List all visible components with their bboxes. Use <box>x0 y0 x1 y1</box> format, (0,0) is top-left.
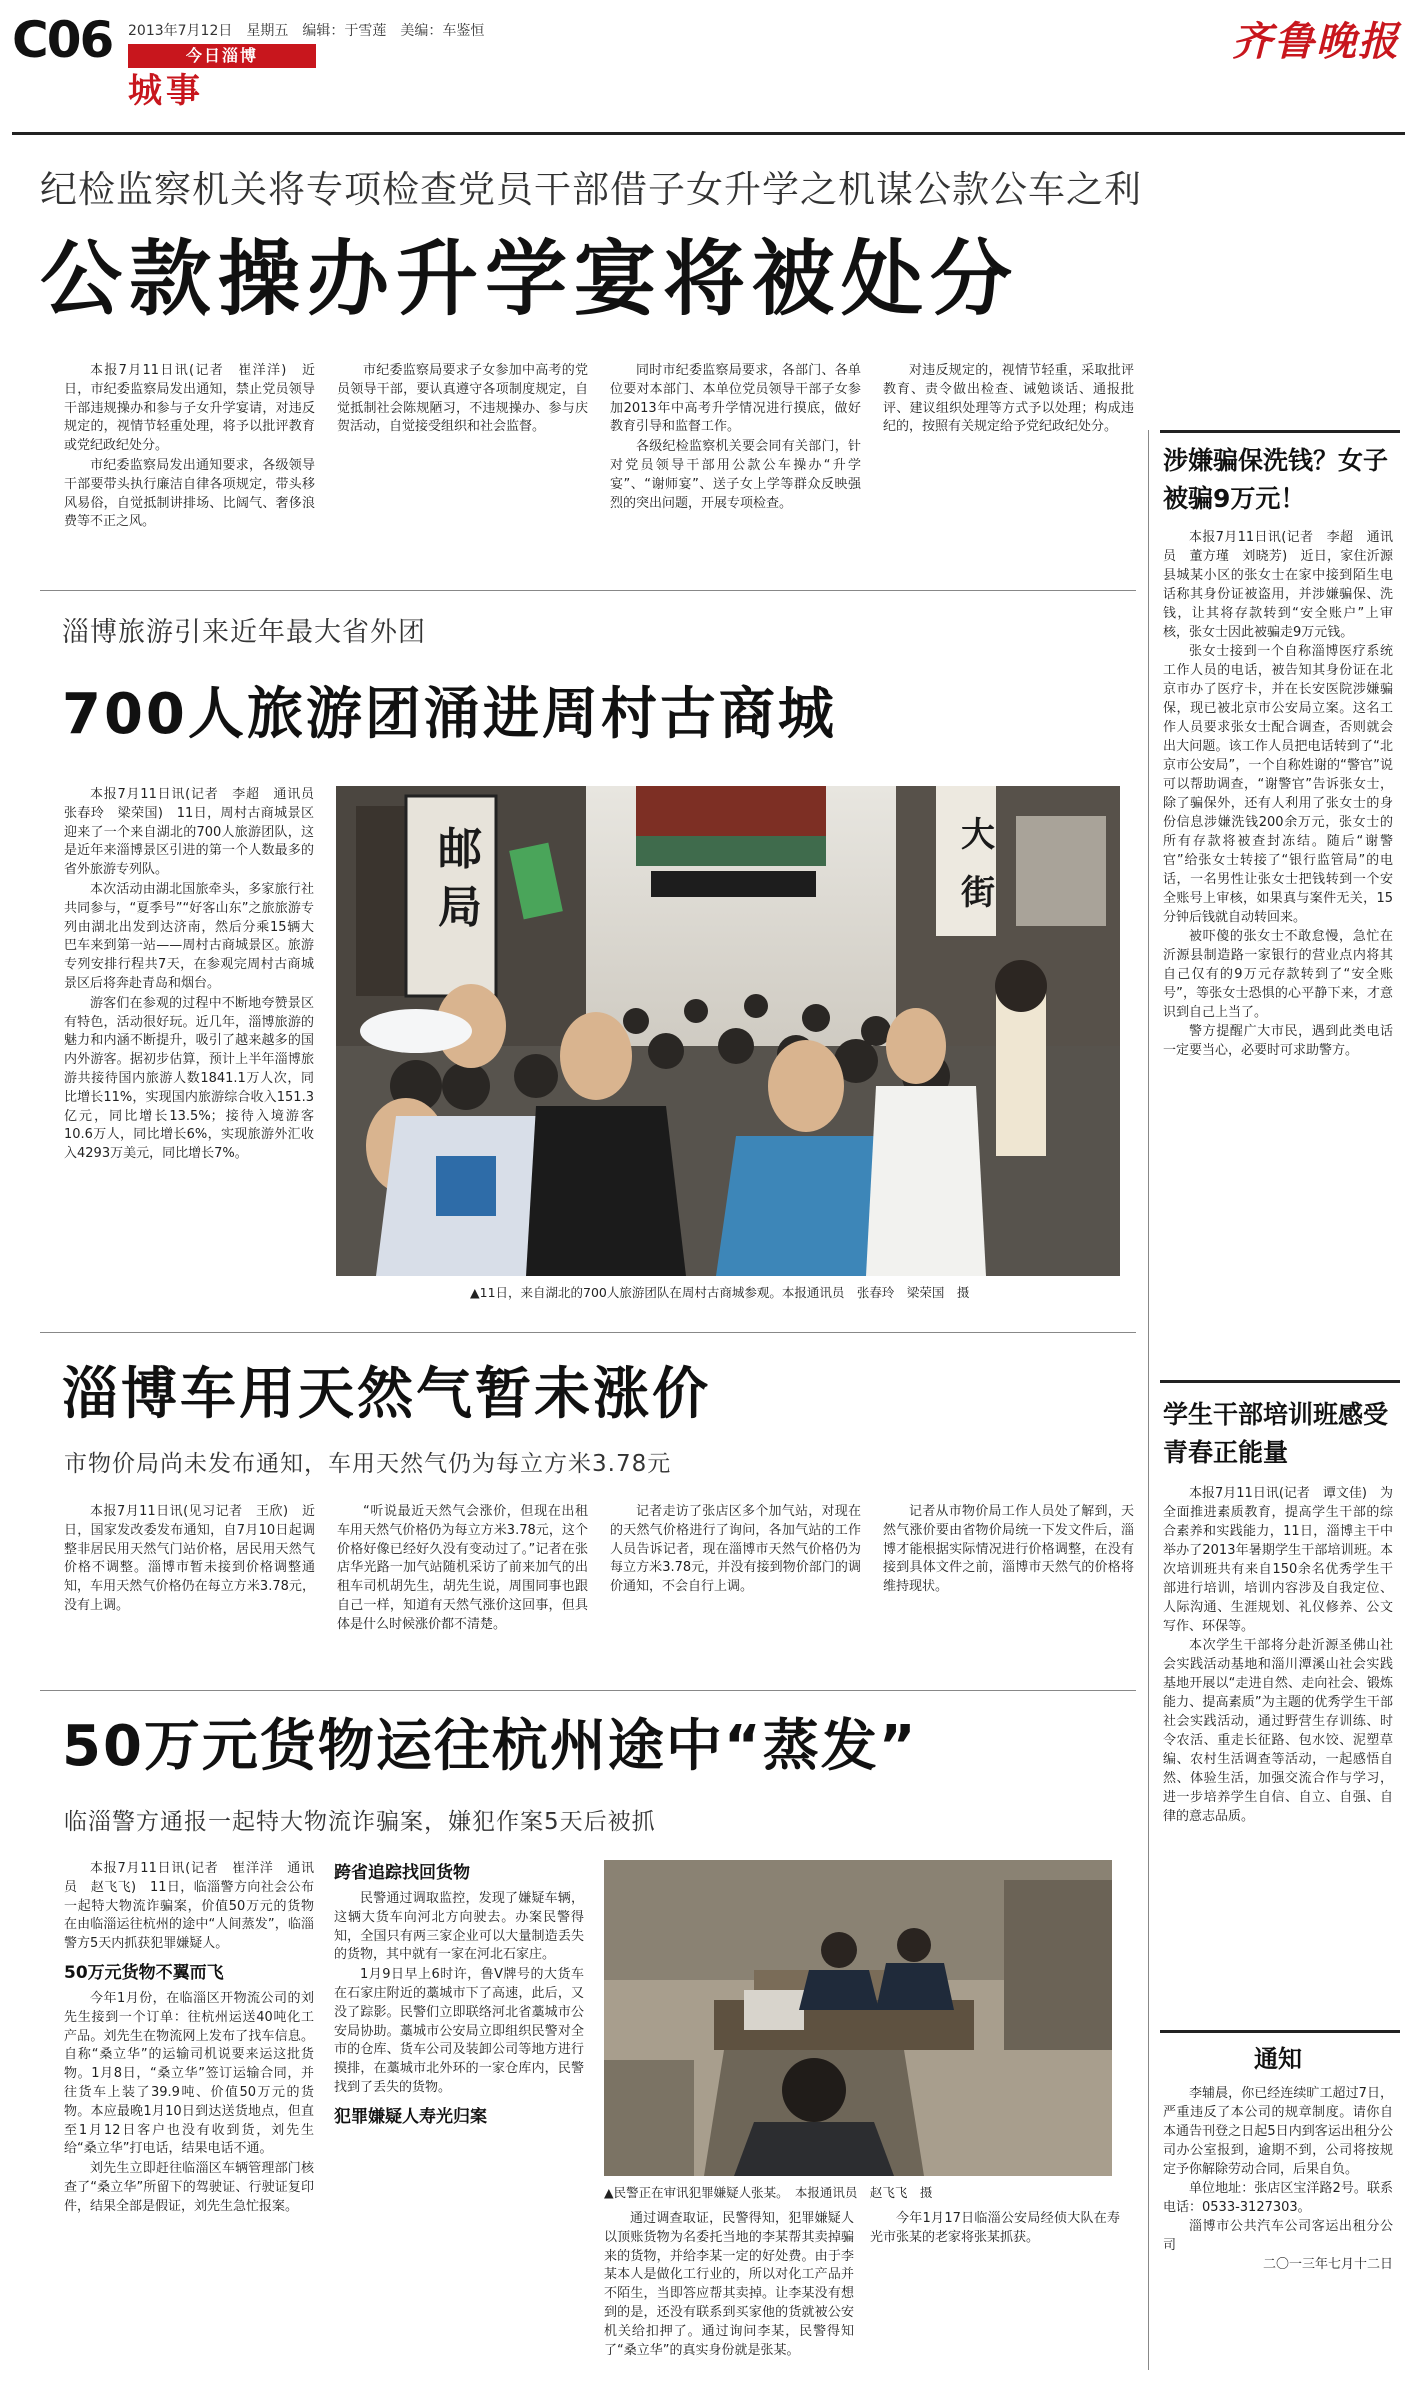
photo-caption: ▲11日，来自湖北的700人旅游团队在周村古商城参观。本报通讯员 张春玲 梁荣国 摄 <box>470 1285 970 1300</box>
a4-para: 今年1月17日临淄公安局经侦大队在寿光市张某的老家将张某抓获。 <box>870 2211 1120 2245</box>
notice-box <box>1163 2040 1393 2344</box>
street-scene-illustration <box>336 786 1120 1276</box>
sidebar-rule <box>1160 1380 1400 1383</box>
a3-para: 本报7月11日讯(见习记者 王欣) 近日，国家发改委发布通知，自7月10日起调整非居民用天然气门站价格，居民用天然气价格不调整。淄博市暂未接到价格调整通知，车用天然气价格仍在每立方米3.78元，没有上调。 <box>64 1504 315 1613</box>
photo-caption: ▲民警正在审讯犯罪嫌疑人张某。 本报通讯员 赵飞飞 摄 <box>604 2185 933 2200</box>
a4-title: 50万元货物运往杭州途中“蒸发” <box>62 1714 918 1779</box>
a4-para: 刘先生立即赶往临淄区车辆管理部门核查了“桑立华”所留下的驾驶证、行驶证复印件，结果全部是假证，刘先生急忙报案。 <box>64 2161 314 2214</box>
s2-title: 学生干部培训班感受青春正能量 <box>1163 1400 1389 1467</box>
a1-para: 市纪委监察局发出通知要求，各级领导干部要带头执行廉洁自律各项规定，带头移风易俗，自觉抵制讲排场、比阔气、奢侈浪费等不正之风。 <box>64 457 315 530</box>
a4-subhead: 跨省追踪找回货物 <box>334 1863 470 1883</box>
a1-para: 同时市纪委监察局要求，各部门、各单位要对本部门、本单位党员领导干部子女参加2013年中高考升学情况进行摸底，做好教育引导和监督工作。 <box>610 363 861 435</box>
a3-para: “听说最近天然气会涨价，但现在出租车用天然气价格仍为每立方米3.78元，这个价格好像已经好久没有变动过了。”记者在张店华光路一加气站随机采访了前来加气的出租车司机胡先生，胡先生说，周围同事也跟自己一样，知道有天然气涨价这回事，但具体是什么时候涨价都不清楚。 <box>337 1504 588 1632</box>
a1-body <box>64 362 1134 562</box>
a3-body <box>64 1503 1134 1663</box>
s2-para: 本次学生干部将分赴沂源圣佛山社会实践活动基地和淄川潭溪山社会实践基地开展以“走进自然、走向社会、锻炼能力、提高素质”为主题的优秀学生干部社会实践活动，通过野营生存训练、时令农活、重走长征路、包水饺、泥塑草编、农村生活调查等活动，一起感悟自然、体验生活，加强交流合作与学习，进一步培养学生自信、自立、自强、自律的意志品质。 <box>1163 1638 1393 1824</box>
divider <box>40 1332 1136 1333</box>
sidebar-story-2 <box>1163 1396 1393 2004</box>
a4-col3 <box>604 2210 854 2370</box>
a4-col2 <box>334 1860 584 2370</box>
masthead-rule <box>12 132 1405 135</box>
photo-sign-text: 邮 <box>438 824 482 875</box>
tour-group-photo <box>336 786 1120 1276</box>
a4-para: 本报7月11日讯(记者 崔洋洋 通讯员 赵飞飞) 11日，临淄警方向社会公布一起特大物流诈骗案，价值50万元的货物在由临淄运往杭州的途中“人间蒸发”，临淄警方5天内抓获犯罪嫌疑人。 <box>64 1861 314 1952</box>
a3-para: 记者走访了张店区多个加气站，对现在的天然气价格进行了询问，各加气站的工作人员告诉记者，现在淄博市天然气价格仍为每立方米3.78元，并没有接到物价部门的调价通知，不会自行上调。 <box>610 1504 861 1595</box>
sidebar-rule <box>1160 2030 1400 2033</box>
a2-para: 本次活动由湖北国旅牵头，多家旅行社共同参与，“夏季号”“好客山东”之旅旅游专列由湖北出发到达济南，然后分乘15辆大巴车来到第一站——周村古商城景区。旅游专列安排行程共7天，在参观完周村古商城景区后将奔赴青岛和烟台。 <box>64 881 314 991</box>
sidebar-rule <box>1160 430 1400 433</box>
police-interrogation-photo <box>604 1860 1112 2176</box>
notice-body <box>1163 2084 1393 2344</box>
divider <box>40 1690 1136 1691</box>
a3-para: 记者从市物价局工作人员处了解到，天然气涨价要由省物价局统一下发文件后，淄博才能根据实际情况进行价格调整，在没有接到具体文件之前，淄博市天然气的价格将维持现状。 <box>883 1504 1134 1595</box>
s1-title: 涉嫌骗保洗钱？女子被骗9万元！ <box>1163 446 1389 513</box>
a2-title: 700人旅游团涌进周村古商城 <box>62 682 837 747</box>
s1-para: 警方提醒广大市民，遇到此类电话一定要当心，必要时可求助警方。 <box>1163 1024 1393 1058</box>
s1-body <box>1163 528 1393 1268</box>
a1-para: 市纪委监察局要求子女参加中高考的党员领导干部，要认真遵守各项制度规定，自觉抵制社会陈规陋习，不违规操办、参与庆贺活动，自觉接受组织和社会监督。 <box>337 363 588 435</box>
a1-para: 本报7月11日讯(记者 崔洋洋) 近日，市纪委监察局发出通知，禁止党员领导干部违规操办和参与子女升学宴请，对违反规定的，视情节轻重处理，将予以批评教育或党纪政纪处分。 <box>64 363 315 454</box>
a4-para: 1月9日早上6时许，鲁V牌号的大货车在石家庄附近的藁城市下了高速，此后，又没了踪影。民警们立即联络河北省藁城市公安局协助。藁城市公安局立即组织民警对全市的仓库、货车公司及装卸公司等地方进行摸排，在藁城市北外环的一家仓库内，民警找到了丢失的货物。 <box>334 1967 584 2095</box>
a2-kicker: 淄博旅游引来近年最大省外团 <box>62 617 426 648</box>
photo-sign-text: 大 <box>961 815 995 855</box>
a2-para: 游客们在参观的过程中不断地夸赞景区有特色，活动很好玩。近几年，淄博旅游的魅力和内涵不断提升，吸引了越来越多的国内外游客。据初步估算，预计上半年淄博旅游共接待国内旅游人数1841.1万人次，同比增长11%，实现国内旅游综合收入151.3亿元，同比增长13.5%；接待入境游客10.6万人，同比增长6%，实现旅游外汇收入4293万美元，同比增长7%。 <box>64 995 314 1162</box>
interrogation-illustration <box>604 1860 1112 2176</box>
a3-subtitle: 市物价局尚未发布通知，车用天然气仍为每立方米3.78元 <box>64 1451 672 1477</box>
a4-subtitle: 临淄警方通报一起特大物流诈骗案，嫌犯作案5天后被抓 <box>64 1809 656 1835</box>
a4-col1 <box>64 1860 314 2370</box>
a4-subhead: 犯罪嫌疑人寿光归案 <box>334 2106 487 2127</box>
s1-para: 张女士接到一个自称淄博医疗系统工作人员的电话，被告知其身份证在北京市办了医疗卡，并在长安医院涉嫌骗保，现已被北京市公安局立案。这名工作人员要求张女士配合调查，否则就会出大问题。该工作人员把电话转到了“北京市公安局”，一个自称姓谢的“警官”说可以帮助调查，“谢警官”告诉张女士，除了骗保外，还有人利用了张女士的身份信息涉嫌洗钱200余万元，张女士的所有存款将被查封冻结。随后“谢警官”给张女士转接了“银行监管局”的电话，一名男性让张女士把钱转到一个安全账号上审核，如果真与案件无关，15分钟后钱就自动转回来。 <box>1163 644 1393 925</box>
s1-para: 被吓傻的张女士不敢怠慢，急忙在沂源县制造路一家银行的营业点内将其自己仅有的9万元存款转到了“安全账号”，等张女士恐惧的心平静下来，才意识到自己上当了。 <box>1163 929 1393 1020</box>
notice-title: 通知 <box>1254 2045 1302 2073</box>
a3-title: 淄博车用天然气暂未涨价 <box>62 1362 711 1427</box>
a4-para: 今年1月份，在临淄区开物流公司的刘先生接到一个订单：往杭州运送40吨化工产品。刘先生在物流网上发布了找车信息。自称“桑立华”的运输司机说要来运这批货物。1月8日，“桑立华”签订运输合同，并往货车上装了39.9吨、价值50万元的货物。本应最晚1月10日到达送货地点，但直至1月12日客户也没有收到货，刘先生给“桑立华”打电话，结果电话不通。 <box>64 1990 314 2157</box>
a1-para: 对违反规定的，视情节轻重，采取批评教育、责令做出检查、诫勉谈话、通报批评、建议组织处理等方式予以处理；构成违纪的，按照有关规定给予党纪政纪处分。 <box>883 363 1134 435</box>
a1-kicker: 纪检监察机关将专项检查党员干部借子女升学之机谋公款公车之利 <box>40 168 1142 211</box>
s2-body <box>1163 1484 1393 2004</box>
issue-info: 2013年7月12日 星期五 编辑：于雪莲 美编：车鉴恒 <box>128 23 485 39</box>
a4-para: 民警通过调取监控，发现了嫌疑车辆，这辆大货车向河北方向驶去。办案民警得知，全国只有两三家企业可以大量制造丢失的货物，其中就有一家在河北石家庄。 <box>334 1891 584 1963</box>
newspaper-logo: 齐鲁晚报 <box>1232 18 1400 65</box>
a2-para: 本报7月11日讯(记者 李超 通讯员 张春玲 梁荣国) 11日，周村古商城景区迎来了一个来自湖北的700人旅游团队，这是近年来淄博景区引进的第一个人数最多的省外旅游专列队。 <box>64 787 328 878</box>
notice-para: 李辅晨，你已经连续旷工超过7日，严重违反了本公司的规章制度。请你自本通告刊登之日起5日内到客运出租分公司办公室报到，逾期不到，公司将按规定予你解除劳动合同，后果自负。 <box>1163 2086 1393 2177</box>
a4-para: 通过调查取证，民警得知，犯罪嫌疑人以顶账货物为名委托当地的李某帮其卖掉骗来的货物，并给李某一定的好处费。由于李某本人是做化工行业的，所以对化工产品并不陌生，当即答应帮其卖掉。让李某没有想到的是，还没有联系到买家他的货就被公安机关给扣押了。通过询问李某，民警得知了“桑立华”的真实身份就是张某。 <box>604 2211 854 2358</box>
a1-para: 各级纪检监察机关要会同有关部门，针对党员领导干部用公款公车操办“升学宴”、“谢师宴”、送子女上学等群众反映强烈的突出问题，开展专项检查。 <box>610 439 861 511</box>
notice-para: 单位地址：张店区宝洋路2号。联系电话：0533-3127303。 <box>1163 2181 1393 2215</box>
photo-sign-text: 街 <box>961 873 995 913</box>
section-tag: 今日淄博 <box>128 44 316 68</box>
page-number: C06 <box>12 11 113 69</box>
section-name: 城事 <box>128 71 204 111</box>
photo-sign-text: 局 <box>438 882 482 933</box>
s2-para: 本报7月11日讯(记者 谭文佳) 为全面推进素质教育，提高学生干部的综合素养和实践能力，11日，淄博主干中举办了2013年暑期学生干部培训班。本次培训班共有来自150余名优秀学生干部进行培训，培训内容涉及自我定位、人际沟通、生涯规划、礼仪修养、公文写作、环保等。 <box>1163 1486 1393 1634</box>
a1-title: 公款操办升学宴将被处分 <box>40 232 1020 327</box>
s1-para: 本报7月11日讯(记者 李超 通讯员 董方瑾 刘晓芳) 近日，家住沂源县城某小区的张女士在家中接到陌生电话称其身份证被盗用，并涉嫌骗保、洗钱，让其将存款转到“安全账户”上审核，张女士因此被骗走9万元钱。 <box>1163 530 1393 640</box>
sidebar-divider <box>1148 430 1149 2370</box>
a2-body <box>64 786 328 1326</box>
notice-date: 二〇一三年七月十二日 <box>1262 2257 1393 2272</box>
notice-para: 淄博市公共汽车公司客运出租分公司 <box>1163 2219 1393 2253</box>
sidebar-story-1 <box>1163 442 1393 1268</box>
a4-subhead: 50万元货物不翼而飞 <box>64 1962 224 1983</box>
a4-col4 <box>870 2210 1120 2370</box>
divider <box>40 590 1136 591</box>
